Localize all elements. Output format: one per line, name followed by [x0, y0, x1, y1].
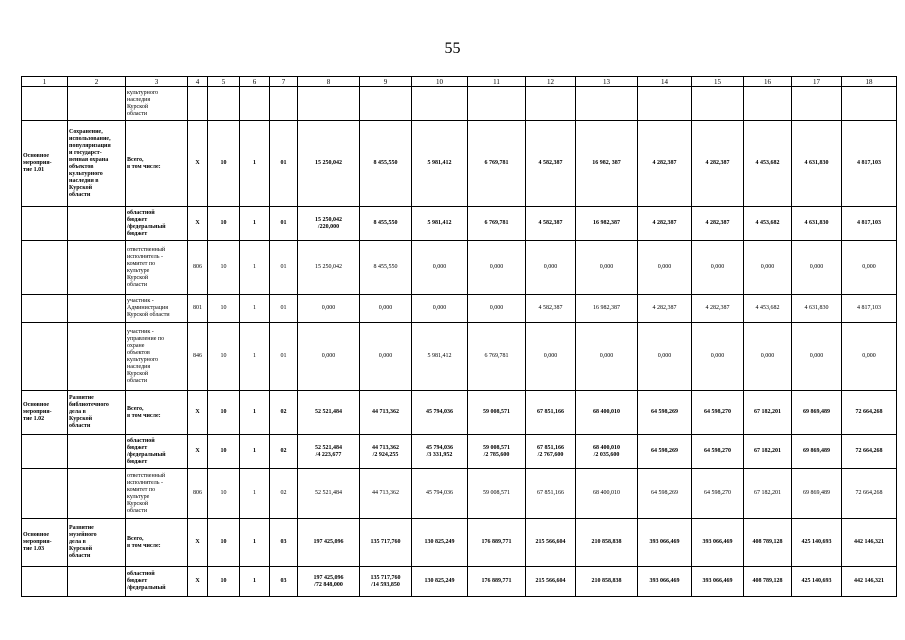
table-cell: 1: [240, 469, 270, 519]
table-row: [22, 323, 897, 391]
table-cell: 15 250,042: [298, 121, 360, 207]
column-header: 16: [744, 77, 792, 87]
table-cell: X: [188, 121, 208, 207]
table-cell: 01: [270, 121, 298, 207]
table-cell: 5 981,412: [412, 121, 468, 207]
table-cell: 0,000: [744, 323, 792, 391]
table-cell: 4 817,103: [842, 295, 897, 323]
table-cell: [360, 87, 412, 121]
table-cell: 0,000: [412, 241, 468, 295]
table-cell: 10: [208, 295, 240, 323]
table-row: [22, 435, 897, 469]
column-header: 18: [842, 77, 897, 87]
table-cell: 130 825,249: [412, 519, 468, 567]
table-cell: 215 566,604: [526, 519, 576, 567]
table-cell: 02: [270, 391, 298, 435]
table-cell: [22, 435, 68, 469]
table-cell: 393 066,469: [638, 567, 692, 597]
table-cell: [842, 87, 897, 121]
table-cell: 0,000: [638, 241, 692, 295]
table-cell: 67 851,166 /2 767,600: [526, 435, 576, 469]
table-cell: 442 146,321: [842, 567, 897, 597]
table-row: [22, 121, 897, 207]
table-cell: 4 582,387: [526, 295, 576, 323]
table-cell: 4 453,682: [744, 295, 792, 323]
table-cell: [412, 87, 468, 121]
table-cell: 210 858,838: [576, 519, 638, 567]
table-cell: [22, 241, 68, 295]
column-header: 11: [468, 77, 526, 87]
table-cell: [22, 207, 68, 241]
table-cell: 0,000: [298, 295, 360, 323]
table-cell: 59 008,571 /2 785,600: [468, 435, 526, 469]
column-header: 3: [126, 77, 188, 87]
table-cell: [68, 435, 126, 469]
table-cell: [22, 87, 68, 121]
table-cell: X: [188, 207, 208, 241]
table-cell: X: [188, 391, 208, 435]
table-cell: ответственный исполнитель - комитет по культуре Курской области: [126, 241, 188, 295]
table-cell: 6 769,781: [468, 323, 526, 391]
table-cell: ответственный исполнитель - комитет по культуре Курской области: [126, 469, 188, 519]
table-cell: 1: [240, 435, 270, 469]
column-header: 4: [188, 77, 208, 87]
table-cell: 176 889,771: [468, 519, 526, 567]
table-cell: [68, 87, 126, 121]
table-cell: 10: [208, 435, 240, 469]
table-cell: 1: [240, 295, 270, 323]
table-cell: 4 282,387: [692, 121, 744, 207]
table-cell: 10: [208, 241, 240, 295]
table-cell: 69 869,489: [792, 391, 842, 435]
table-cell: 0,000: [842, 241, 897, 295]
table-cell: 4 817,103: [842, 207, 897, 241]
table-cell: 64 598,269: [638, 391, 692, 435]
table-cell: 68 400,010: [576, 391, 638, 435]
table-cell: Сохранение, использование, популяризация и государст- венная охрана объектов культурного наследия в Курской области: [68, 121, 126, 207]
table-cell: 16 982,387: [576, 295, 638, 323]
table-cell: 4 453,682: [744, 121, 792, 207]
table-cell: 5 981,412: [412, 323, 468, 391]
table-cell: 64 598,269: [638, 469, 692, 519]
budget-table: [21, 76, 897, 597]
table-cell: 15 250,042: [298, 241, 360, 295]
table-cell: 4 282,387: [638, 295, 692, 323]
table-cell: 1: [240, 519, 270, 567]
table-cell: 10: [208, 519, 240, 567]
table-cell: 0,000: [360, 295, 412, 323]
table-cell: 846: [188, 323, 208, 391]
table-cell: 64 598,270: [692, 435, 744, 469]
table-cell: [68, 323, 126, 391]
table-cell: 01: [270, 241, 298, 295]
table-cell: 44 713,362: [360, 469, 412, 519]
table-cell: [468, 87, 526, 121]
table-cell: 4 631,830: [792, 295, 842, 323]
table-cell: 72 664,268: [842, 435, 897, 469]
table-cell: Развитие музейного дела в Курской области: [68, 519, 126, 567]
table-cell: 1: [240, 323, 270, 391]
table-cell: областной бюджет /федеральный: [126, 567, 188, 597]
table-cell: [22, 469, 68, 519]
table-cell: 45 794,036: [412, 391, 468, 435]
table-cell: 72 664,268: [842, 469, 897, 519]
table-cell: 1: [240, 121, 270, 207]
table-row: [22, 87, 897, 121]
table-cell: [22, 567, 68, 597]
column-header: 13: [576, 77, 638, 87]
table-cell: 01: [270, 323, 298, 391]
column-header: 7: [270, 77, 298, 87]
table-cell: 67 182,201: [744, 469, 792, 519]
table-cell: 1: [240, 207, 270, 241]
table-cell: Основное мероприя- тие 1.02: [22, 391, 68, 435]
table-cell: 0,000: [576, 241, 638, 295]
table-cell: 408 789,128: [744, 519, 792, 567]
table-cell: [22, 295, 68, 323]
table-cell: культурного наследия Курской области: [126, 87, 188, 121]
table-cell: 0,000: [360, 323, 412, 391]
table-cell: 4 631,830: [792, 121, 842, 207]
table-cell: 6 769,781: [468, 207, 526, 241]
table-cell: 10: [208, 469, 240, 519]
table-cell: 10: [208, 567, 240, 597]
table-cell: 197 425,096 /72 848,000: [298, 567, 360, 597]
table-cell: 01: [270, 295, 298, 323]
table-cell: 10: [208, 391, 240, 435]
table-row: [22, 519, 897, 567]
table-cell: 45 794,036 /3 331,952: [412, 435, 468, 469]
table-cell: 8 455,550: [360, 121, 412, 207]
table-cell: 4 582,387: [526, 207, 576, 241]
table-cell: 64 598,270: [692, 469, 744, 519]
table-cell: 44 713,362 /2 924,255: [360, 435, 412, 469]
table-row: [22, 469, 897, 519]
table-cell: 801: [188, 295, 208, 323]
table-cell: 0,000: [526, 241, 576, 295]
table-cell: 0,000: [744, 241, 792, 295]
column-header: 2: [68, 77, 126, 87]
table-cell: 135 717,760: [360, 519, 412, 567]
table-row: [22, 295, 897, 323]
column-header: 17: [792, 77, 842, 87]
table-cell: 408 789,128: [744, 567, 792, 597]
table-cell: [692, 87, 744, 121]
column-header: 15: [692, 77, 744, 87]
table-cell: [744, 87, 792, 121]
table-cell: 215 566,604: [526, 567, 576, 597]
table-cell: участник - управление по охране объектов культурного наследия Курской области: [126, 323, 188, 391]
page-number: 55: [444, 40, 461, 57]
table-cell: областной бюджет /федеральный бюджет: [126, 207, 188, 241]
table-cell: 1: [240, 391, 270, 435]
table-cell: участник - Администрация Курской области: [126, 295, 188, 323]
table-cell: областной бюджет /федеральный бюджет: [126, 435, 188, 469]
table-cell: [240, 87, 270, 121]
table-cell: 69 869,489: [792, 469, 842, 519]
column-header: 10: [412, 77, 468, 87]
table-cell: 68 400,010 /2 035,600: [576, 435, 638, 469]
table-cell: 44 713,362: [360, 391, 412, 435]
table-cell: [68, 295, 126, 323]
table-cell: 52 521,484: [298, 469, 360, 519]
table-cell: 6 769,781: [468, 121, 526, 207]
table-cell: 0,000: [692, 241, 744, 295]
table-cell: 4 282,387: [692, 207, 744, 241]
table-cell: [68, 469, 126, 519]
table-cell: X: [188, 435, 208, 469]
table-cell: 10: [208, 207, 240, 241]
table-cell: 806: [188, 241, 208, 295]
table-cell: [188, 87, 208, 121]
table-cell: 176 889,771: [468, 567, 526, 597]
table-cell: 393 066,469: [638, 519, 692, 567]
table-row: [22, 391, 897, 435]
table-cell: Развитие библиотечного дела в Курской области: [68, 391, 126, 435]
table-cell: 64 598,269: [638, 435, 692, 469]
table-cell: 393 066,469: [692, 567, 744, 597]
column-header: 8: [298, 77, 360, 87]
table-cell: 197 425,096: [298, 519, 360, 567]
table-cell: 03: [270, 519, 298, 567]
table-cell: 130 825,249: [412, 567, 468, 597]
table-cell: 806: [188, 469, 208, 519]
table-cell: 52 521,484: [298, 391, 360, 435]
table-cell: 03: [270, 567, 298, 597]
table-cell: 0,000: [792, 241, 842, 295]
table-row: [22, 567, 897, 597]
table-cell: 59 008,571: [468, 469, 526, 519]
table-row: [22, 207, 897, 241]
table-cell: [68, 241, 126, 295]
table-cell: [792, 87, 842, 121]
table-cell: [270, 87, 298, 121]
table-cell: 0,000: [412, 295, 468, 323]
column-header: 12: [526, 77, 576, 87]
table-cell: 02: [270, 435, 298, 469]
table-cell: 1: [240, 241, 270, 295]
table-cell: Всего, в том числе:: [126, 121, 188, 207]
table-cell: 4 453,682: [744, 207, 792, 241]
table-cell: 59 008,571: [468, 391, 526, 435]
table-cell: 16 982,387: [576, 207, 638, 241]
table-cell: 0,000: [298, 323, 360, 391]
table-cell: 01: [270, 207, 298, 241]
table-row: [22, 241, 897, 295]
table-cell: 0,000: [692, 323, 744, 391]
table-cell: 4 282,387: [638, 207, 692, 241]
table-cell: 425 140,693: [792, 567, 842, 597]
table-cell: Основное мероприя- тие 1.03: [22, 519, 68, 567]
column-header: 9: [360, 77, 412, 87]
table-cell: 4 631,830: [792, 207, 842, 241]
table-cell: 02: [270, 469, 298, 519]
table-cell: 4 282,387: [638, 121, 692, 207]
table-cell: 393 066,469: [692, 519, 744, 567]
column-header: 14: [638, 77, 692, 87]
table-cell: 0,000: [842, 323, 897, 391]
table-cell: 45 794,036: [412, 469, 468, 519]
table-cell: Основное мероприя- тие 1.01: [22, 121, 68, 207]
table-cell: [22, 323, 68, 391]
column-header: 1: [22, 77, 68, 87]
table-cell: Всего, в том числе:: [126, 391, 188, 435]
table-cell: 4 282,387: [692, 295, 744, 323]
table-cell: 4 582,387: [526, 121, 576, 207]
table-cell: 69 869,489: [792, 435, 842, 469]
table-cell: [298, 87, 360, 121]
table-cell: 64 598,270: [692, 391, 744, 435]
table-cell: 67 182,201: [744, 435, 792, 469]
table-cell: 67 851,166: [526, 469, 576, 519]
table-cell: 72 664,268: [842, 391, 897, 435]
table-cell: 0,000: [792, 323, 842, 391]
table-cell: 210 858,838: [576, 567, 638, 597]
table-cell: X: [188, 567, 208, 597]
table-cell: [526, 87, 576, 121]
table-cell: 15 250,042 /220,000: [298, 207, 360, 241]
table-cell: 1: [240, 567, 270, 597]
table-cell: 0,000: [576, 323, 638, 391]
table-cell: Всего, в том числе:: [126, 519, 188, 567]
table-cell: 5 981,412: [412, 207, 468, 241]
table-cell: 0,000: [638, 323, 692, 391]
table-cell: 67 182,201: [744, 391, 792, 435]
table-cell: [576, 87, 638, 121]
table-cell: [68, 207, 126, 241]
table-cell: 0,000: [526, 323, 576, 391]
table-cell: X: [188, 519, 208, 567]
column-header: 5: [208, 77, 240, 87]
table-cell: 10: [208, 323, 240, 391]
table-cell: 0,000: [468, 241, 526, 295]
table-cell: 10: [208, 121, 240, 207]
table-cell: 442 146,321: [842, 519, 897, 567]
header-row: [22, 77, 897, 87]
table-cell: 16 982, 387: [576, 121, 638, 207]
table-cell: 0,000: [468, 295, 526, 323]
table-cell: [638, 87, 692, 121]
table-cell: 67 851,166: [526, 391, 576, 435]
table-cell: 52 521,484 /4 223,677: [298, 435, 360, 469]
table-cell: 68 400,010: [576, 469, 638, 519]
table-cell: 8 455,550: [360, 241, 412, 295]
table-cell: [68, 567, 126, 597]
table-cell: [208, 87, 240, 121]
column-header: 6: [240, 77, 270, 87]
table-cell: 8 455,550: [360, 207, 412, 241]
table-cell: 4 817,103: [842, 121, 897, 207]
table-cell: 135 717,760 /14 593,850: [360, 567, 412, 597]
table-cell: 425 140,693: [792, 519, 842, 567]
